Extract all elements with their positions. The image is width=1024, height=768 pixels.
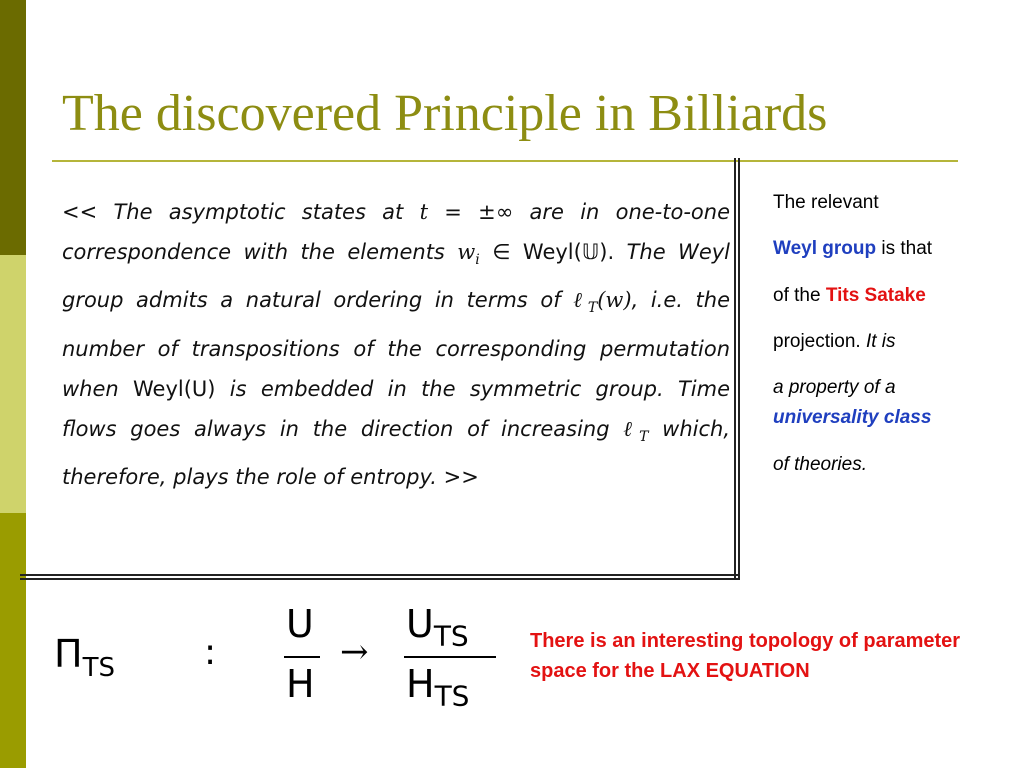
fraction-2-numerator-letter: U <box>406 602 434 646</box>
side-line-7 <box>773 454 1013 476</box>
weyl-group-highlight: Weyl group <box>773 238 877 259</box>
fraction-2-denominator-subscript: TS <box>434 679 470 713</box>
fraction-2-bar <box>404 656 496 658</box>
quote-text-3: The Weyl group admits a natural ordering in terms of <box>62 240 730 313</box>
side-text-projection: projection. <box>773 331 866 352</box>
quote-close: >> <box>443 465 479 490</box>
math-w: w <box>457 240 476 265</box>
quote-frame-right-outer <box>738 158 740 580</box>
quote-frame-bottom-outer <box>20 578 738 580</box>
fraction-2-numerator-subscript: TS <box>433 619 469 653</box>
slide-title: The discovered Principle in Billiards <box>62 85 828 142</box>
universality-class-highlight: universality class <box>773 407 932 428</box>
fraction-1-denominator: H <box>286 662 315 706</box>
math-ell-2-subscript: T <box>639 429 649 446</box>
quote-block <box>62 192 730 497</box>
math-ell: ℓ <box>573 288 588 313</box>
sidebar-block-dark <box>0 0 26 255</box>
lax-equation-note: There is an interesting topology of parameter space for the LAX EQUATION <box>530 630 961 682</box>
pi-letter: Π <box>54 632 83 676</box>
fraction-1-bar <box>284 656 320 658</box>
title-underline <box>52 160 958 162</box>
equation-colon: : <box>204 632 217 673</box>
math-element-of: ∈ <box>479 240 523 265</box>
side-text-is-that: is that <box>876 238 933 259</box>
sidebar-block-light <box>0 255 26 513</box>
quote-frame-bottom <box>20 574 738 576</box>
quote-text-5: is embedded in the symmetric group. Time flows goes always in the direction of increasing <box>62 376 730 441</box>
math-ell-subscript: T <box>587 300 598 317</box>
side-line-1 <box>773 192 1013 214</box>
side-text-property: a property of a <box>773 377 896 398</box>
pi-ts-symbol <box>54 632 115 683</box>
side-text-of-theories: of theories. <box>773 454 867 475</box>
math-w-subscript: i <box>475 252 480 269</box>
weyl-u: Weyl(U) <box>133 376 216 401</box>
quote-open: << <box>62 200 98 224</box>
fraction-1-numerator: U <box>286 602 314 646</box>
math-equals-infinity: = ±∞ <box>428 200 530 224</box>
side-text-of-the: of the <box>773 285 826 306</box>
quote-text-1: The asymptotic states at <box>97 200 420 224</box>
tits-satake-highlight: Tits Satake <box>825 285 926 306</box>
side-line-4 <box>773 331 1013 353</box>
side-line-5 <box>773 377 1013 399</box>
fraction-2-numerator <box>406 602 469 652</box>
fraction-2-denominator-letter: H <box>406 662 435 706</box>
weyl-double-u: Weyl(𝕌). <box>522 240 615 265</box>
side-line-6 <box>773 407 1013 429</box>
side-line-3 <box>773 285 1013 307</box>
math-t: t <box>419 200 429 224</box>
side-line-2 <box>773 238 1013 260</box>
sidebar-stripe <box>0 0 26 768</box>
fraction-2-denominator <box>406 662 469 712</box>
quote-frame-right <box>734 158 736 580</box>
sidebar-block-mid <box>0 513 26 768</box>
quote-text-6: which, therefore, plays the role of entropy. <box>62 416 730 490</box>
pi-subscript: TS <box>82 653 115 684</box>
quote-text-2: are in one-to-one correspondence with the elements <box>62 200 730 265</box>
quote-text-4: , i.e. the number of transpositions of the corresponding permutation when <box>62 288 731 401</box>
math-arg-w: (w) <box>597 288 632 313</box>
math-ell-2: ℓ <box>623 416 640 441</box>
arrow-symbol: → <box>340 632 369 672</box>
side-text-it-is: It is <box>865 331 896 352</box>
side-text-relevant: The relevant <box>773 192 879 213</box>
